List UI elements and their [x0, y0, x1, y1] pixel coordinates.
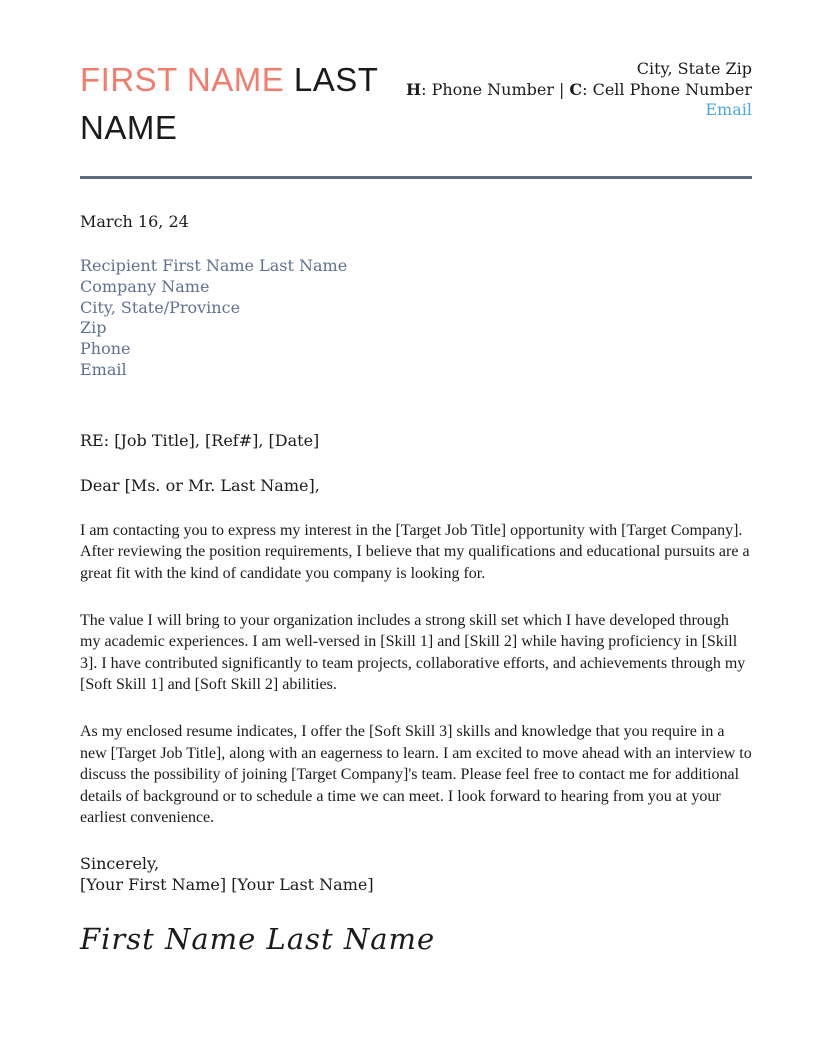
recipient-phone-line: Phone: [80, 339, 131, 359]
closing-typed-name: [Your First Name] [Your Last Name]: [80, 875, 374, 895]
header-divider-rule: [80, 176, 752, 179]
handwritten-signature: First Name Last Name: [80, 921, 436, 956]
body-paragraph-2: The value I will bring to your organization includes a strong skill set which I have developed through my academic experiences. I am well-versed in [Skill 1] and [Skill 2] while having proficiency in [Skill 3]. I have contributed significantly to team projects, collaborative efforts, and achievements through my [Soft Skill 1] and [Soft Skill 2] abilities.: [80, 611, 746, 694]
closing-block: [80, 853, 752, 896]
phone-separator: |: [558, 79, 565, 99]
contact-phone-line: [406, 80, 752, 101]
recipient-address-block: [80, 256, 752, 381]
body-paragraph-1: I am contacting you to express my interest in the [Target Job Title] opportunity with [Target Company]. After reviewing the position requirements, I believe that my qualifications and educational pursuits are a great fit with the kind of candidate you company is looking for.: [80, 521, 750, 582]
home-phone-label: H: [405, 79, 422, 99]
first-name-text: FIRST NAME: [80, 61, 285, 98]
home-phone-value: : Phone Number: [421, 79, 554, 99]
recipient-company-line: Company Name: [80, 276, 210, 296]
letter-header: [80, 0, 752, 152]
letter-date: March 16, 24: [80, 212, 189, 231]
recipient-city-line: City, State/Province: [80, 297, 241, 317]
contact-city-state-zip: City, State Zip: [636, 59, 752, 78]
body-paragraph-3: As my enclosed resume indicates, I offer the [Soft Skill 3] skills and knowledge that you require in a new [Target Job Title], along with an eagerness to learn. I am excited to move ahead with an interview to discuss the possibility of joining [Target Company]'s team. Please feel free to contact me for additional details of background or to schedule a time we can meet. I look forward to hearing from you at your earliest convenience.: [80, 722, 752, 827]
last-name-text: LAST NAME: [80, 61, 378, 146]
recipient-zip-line: Zip: [80, 318, 107, 338]
cell-phone-label: C: [569, 79, 583, 99]
cell-phone-value: : Cell Phone Number: [582, 79, 752, 99]
email-link[interactable]: Email: [705, 100, 752, 119]
closing-sincerely: Sincerely,: [80, 853, 160, 873]
salutation-line: Dear [Ms. or Mr. Last Name],: [80, 475, 320, 495]
recipient-email-line: Email: [80, 359, 127, 379]
contact-email-line: [406, 100, 752, 121]
page-title: [80, 56, 406, 152]
contact-block: [406, 56, 752, 121]
subject-re-line: RE: [Job Title], [Ref#], [Date]: [80, 430, 320, 450]
recipient-name-line: Recipient First Name Last Name: [80, 256, 348, 275]
